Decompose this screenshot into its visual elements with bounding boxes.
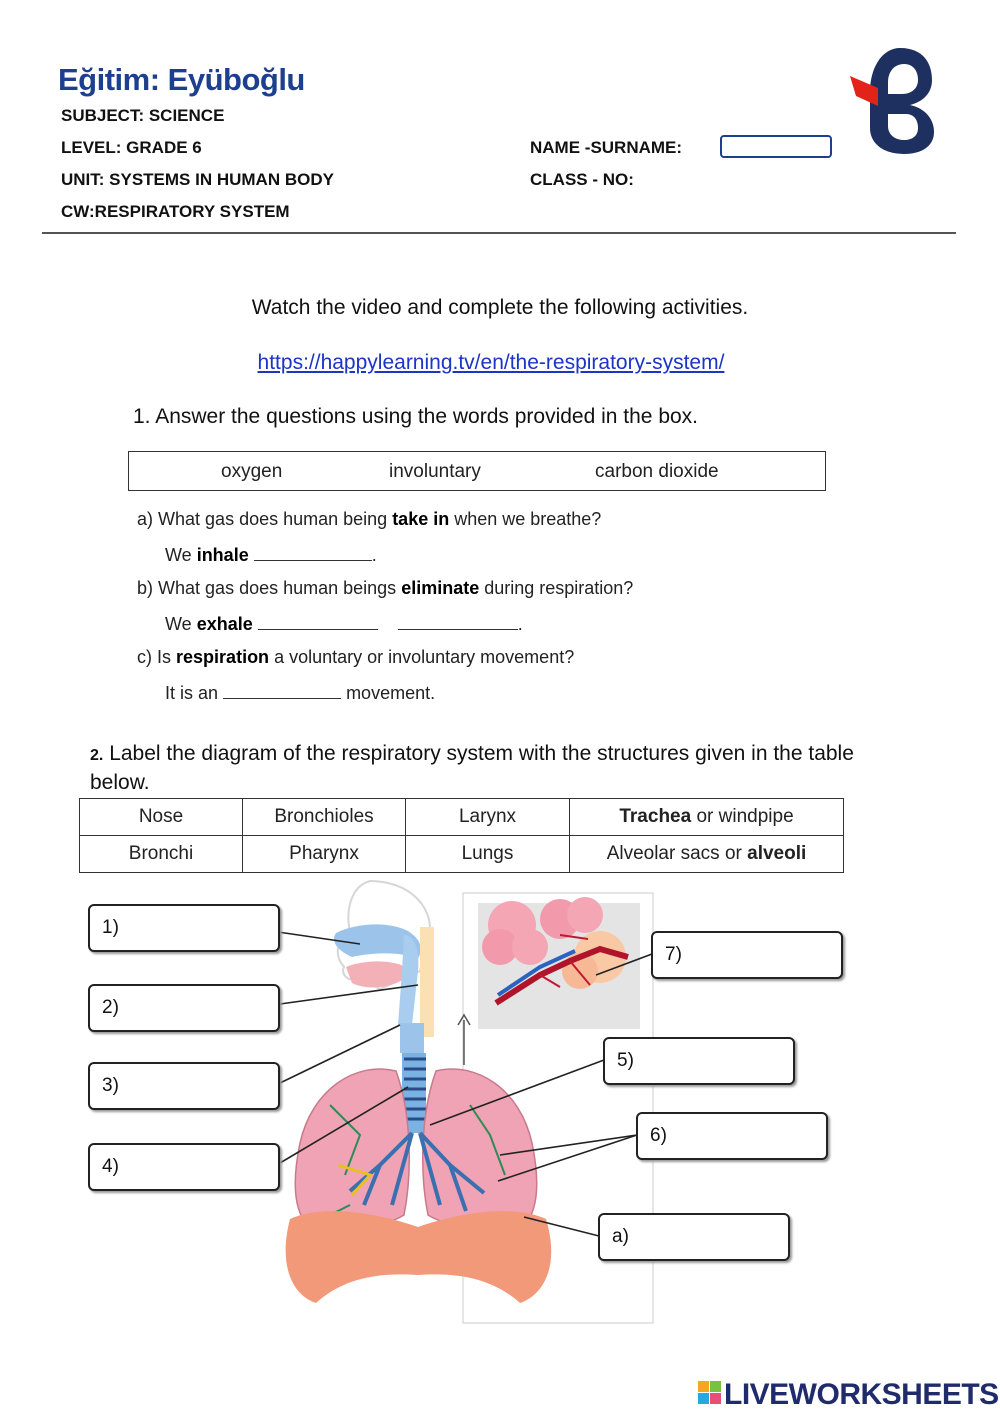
term-lungs: Lungs [406,836,570,873]
word-oxygen: oxygen [221,461,283,482]
question-1c: c) Is respiration a voluntary or involuntary movement? [137,647,575,667]
label-box-7[interactable]: 7) [651,931,843,979]
header-divider [42,232,956,234]
term-bronchioles: Bronchioles [243,799,406,836]
video-link[interactable]: https://happylearning.tv/en/the-respiratory-system/ [257,351,725,374]
question-1-title: 1. Answer the questions using the words provided in the box. [133,405,699,428]
term-pharynx: Pharynx [243,836,406,873]
label-box-2[interactable]: 2) [88,984,280,1032]
label-box-1[interactable]: 1) [88,904,280,952]
question-2-title: 2. Label the diagram of the respiratory system with the structures given in the table below. [90,742,854,794]
label-box-6[interactable]: 6) [636,1112,828,1160]
cw-label: CW:RESPIRATORY SYSTEM [61,202,290,221]
answer-1a-blank[interactable] [254,543,372,561]
question-1b: b) What gas does human beings eliminate during respiration? [137,578,634,598]
unit-label: UNIT: SYSTEMS IN HUMAN BODY [61,170,334,189]
question-1a: a) What gas does human being take in when we breathe? [137,509,602,529]
label-box-a[interactable]: a) [598,1213,790,1261]
word-involuntary: involuntary [389,461,481,482]
instruction-text: Watch the video and complete the following activities. [251,296,749,319]
school-logo-icon [848,42,938,157]
answer-1c-blank[interactable] [223,681,341,699]
word-carbon-dioxide: carbon dioxide [595,461,719,482]
label-box-5[interactable]: 5) [603,1037,795,1085]
liveworksheets-brand: LIVEWORKSHEETS [724,1378,999,1411]
term-alveoli: Alveolar sacs or alveoli [570,836,844,873]
word-bank [128,451,826,491]
term-larynx: Larynx [406,799,570,836]
answer-1b: We exhale . [165,614,523,634]
liveworksheets-logo-icon [698,1381,722,1405]
label-box-4[interactable]: 4) [88,1143,280,1191]
school-brand: Eğitim: Eyüboğlu [58,62,305,97]
term-bronchi: Bronchi [80,836,243,873]
level-label: LEVEL: GRADE 6 [61,138,202,157]
name-surname-label: NAME -SURNAME: [530,138,683,157]
answer-1b-blank-1[interactable] [258,612,378,630]
subject-label: SUBJECT: SCIENCE [61,106,225,125]
diaphragm-illustration [286,1211,552,1303]
answer-1b-blank-2[interactable] [398,612,518,630]
class-no-label: CLASS - NO: [530,170,634,189]
structures-table [79,798,844,873]
head-illustration [334,881,434,1037]
answer-1c: It is an movement. [165,683,436,703]
label-box-3[interactable]: 3) [88,1062,280,1110]
answer-1a: We inhale . [165,545,377,565]
term-nose: Nose [80,799,243,836]
name-surname-input[interactable] [720,135,832,158]
term-trachea: Trachea or windpipe [570,799,844,836]
